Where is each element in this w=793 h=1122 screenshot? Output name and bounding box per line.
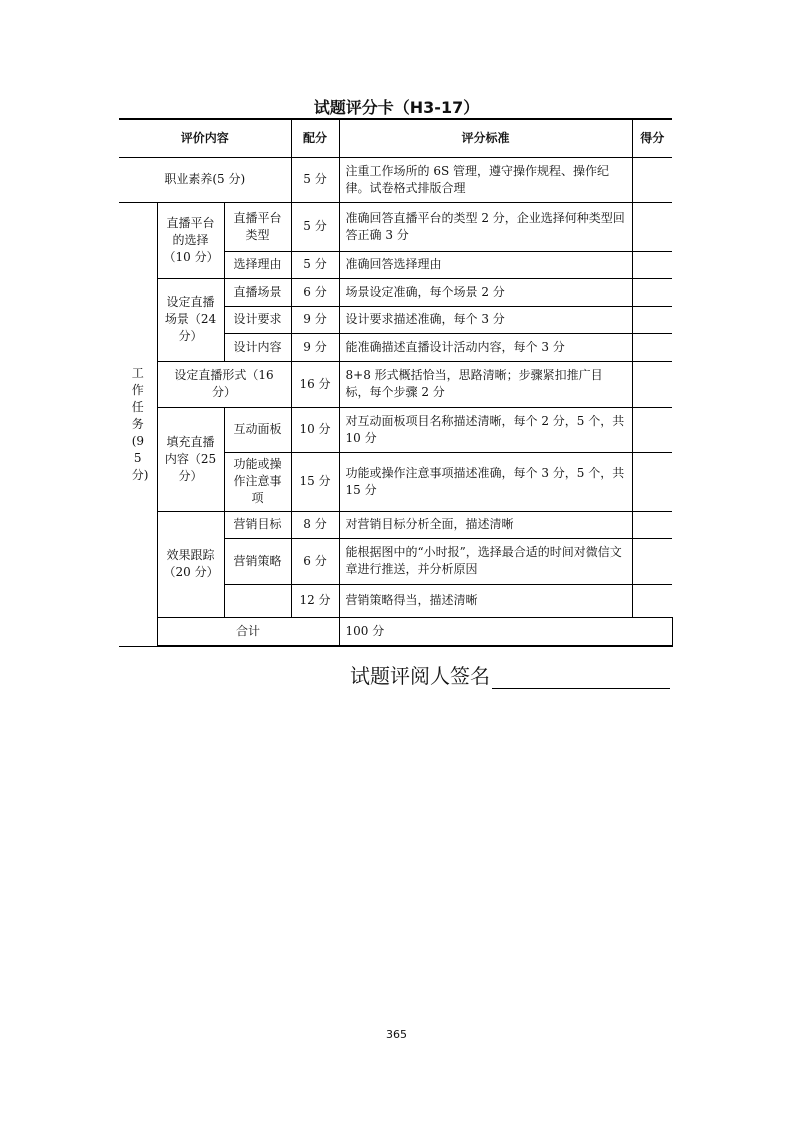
score-cell[interactable] xyxy=(632,538,672,584)
score-cell[interactable] xyxy=(632,452,672,511)
score-cell[interactable] xyxy=(632,407,672,452)
item-criteria: 准确回答直播平台的类型 2 分，企业选择何种类型回答正确 3 分 xyxy=(339,202,632,251)
page-number: 365 xyxy=(386,1028,407,1041)
item-label xyxy=(224,584,291,617)
item-points: 9 分 xyxy=(291,333,339,361)
score-cell[interactable] xyxy=(632,333,672,361)
total-row xyxy=(119,617,672,646)
item-label: 营销目标 xyxy=(224,511,291,538)
total-points: 100 分 xyxy=(339,617,672,646)
item-label: 选择理由 xyxy=(224,251,291,278)
score-cell[interactable] xyxy=(632,278,672,306)
item-criteria: 设计要求描述准确，每个 3 分 xyxy=(339,306,632,333)
table-row xyxy=(119,202,672,251)
table-row xyxy=(119,278,672,306)
item-criteria: 对营销目标分析全面，描述清晰 xyxy=(339,511,632,538)
item-points: 10 分 xyxy=(291,407,339,452)
professional-criteria: 注重工作场所的 6S 管理，遵守操作规程、操作纪律。试卷格式排版合理 xyxy=(339,157,632,202)
table-header-row xyxy=(119,119,672,157)
item-label: 设计要求 xyxy=(224,306,291,333)
header-points: 配分 xyxy=(291,119,339,157)
signature-label: 试题评阅人签名 xyxy=(350,664,490,688)
professional-label: 职业素养(5 分) xyxy=(119,157,291,202)
item-points: 16 分 xyxy=(291,361,339,407)
item-label: 功能或操作注意事项 xyxy=(224,452,291,511)
item-label: 营销策略 xyxy=(224,538,291,584)
section-tracking-label: 效果跟踪（20 分） xyxy=(157,511,224,617)
item-criteria: 准确回答选择理由 xyxy=(339,251,632,278)
total-label: 合计 xyxy=(157,617,339,646)
section-scene-label: 设定直播场景（24 分） xyxy=(157,278,224,361)
item-criteria: 功能或操作注意事项描述准确，每个 3 分，5 个，共 15 分 xyxy=(339,452,632,511)
item-points: 12 分 xyxy=(291,584,339,617)
item-label: 互动面板 xyxy=(224,407,291,452)
item-points: 9 分 xyxy=(291,306,339,333)
header-criteria: 评分标准 xyxy=(339,119,632,157)
score-cell[interactable] xyxy=(632,202,672,251)
item-criteria: 营销策略得当，描述清晰 xyxy=(339,584,632,617)
item-criteria: 8+8 形式概括恰当，思路清晰；步骤紧扣推广目标，每个步骤 2 分 xyxy=(339,361,632,407)
table-row xyxy=(119,361,672,407)
score-cell[interactable] xyxy=(632,584,672,617)
item-criteria: 能根据图中的“小时报”，选择最合适的时间对微信文章进行推送，并分析原因 xyxy=(339,538,632,584)
table-row xyxy=(119,511,672,538)
section-form-label: 设定直播形式（16 分） xyxy=(157,361,291,407)
score-cell[interactable] xyxy=(632,511,672,538)
score-cell[interactable] xyxy=(632,306,672,333)
section-platform-label: 直播平台的选择（10 分） xyxy=(157,202,224,278)
professional-score-cell[interactable] xyxy=(632,157,672,202)
score-cell[interactable] xyxy=(632,361,672,407)
item-points: 8 分 xyxy=(291,511,339,538)
item-points: 15 分 xyxy=(291,452,339,511)
item-label: 直播场景 xyxy=(224,278,291,306)
item-points: 6 分 xyxy=(291,278,339,306)
item-points: 5 分 xyxy=(291,251,339,278)
table-row xyxy=(119,407,672,452)
item-criteria: 场景设定准确，每个场景 2 分 xyxy=(339,278,632,306)
item-points: 5 分 xyxy=(291,202,339,251)
item-points: 6 分 xyxy=(291,538,339,584)
score-table xyxy=(119,118,672,647)
signature-block xyxy=(350,660,670,689)
header-score: 得分 xyxy=(632,119,672,157)
work-task-label: 工作任务(95分) xyxy=(119,202,157,646)
page-title: 试题评分卡（H3-17） xyxy=(313,98,480,117)
item-label: 直播平台类型 xyxy=(224,202,291,251)
item-label: 设计内容 xyxy=(224,333,291,361)
table-row xyxy=(119,157,672,202)
section-content-label: 填充直播内容（25 分） xyxy=(157,407,224,511)
header-content: 评价内容 xyxy=(119,119,291,157)
signature-line[interactable] xyxy=(492,666,670,689)
item-criteria: 对互动面板项目名称描述清晰，每个 2 分，5 个，共 10 分 xyxy=(339,407,632,452)
professional-points: 5 分 xyxy=(291,157,339,202)
item-criteria: 能准确描述直播设计活动内容，每个 3 分 xyxy=(339,333,632,361)
score-cell[interactable] xyxy=(632,251,672,278)
